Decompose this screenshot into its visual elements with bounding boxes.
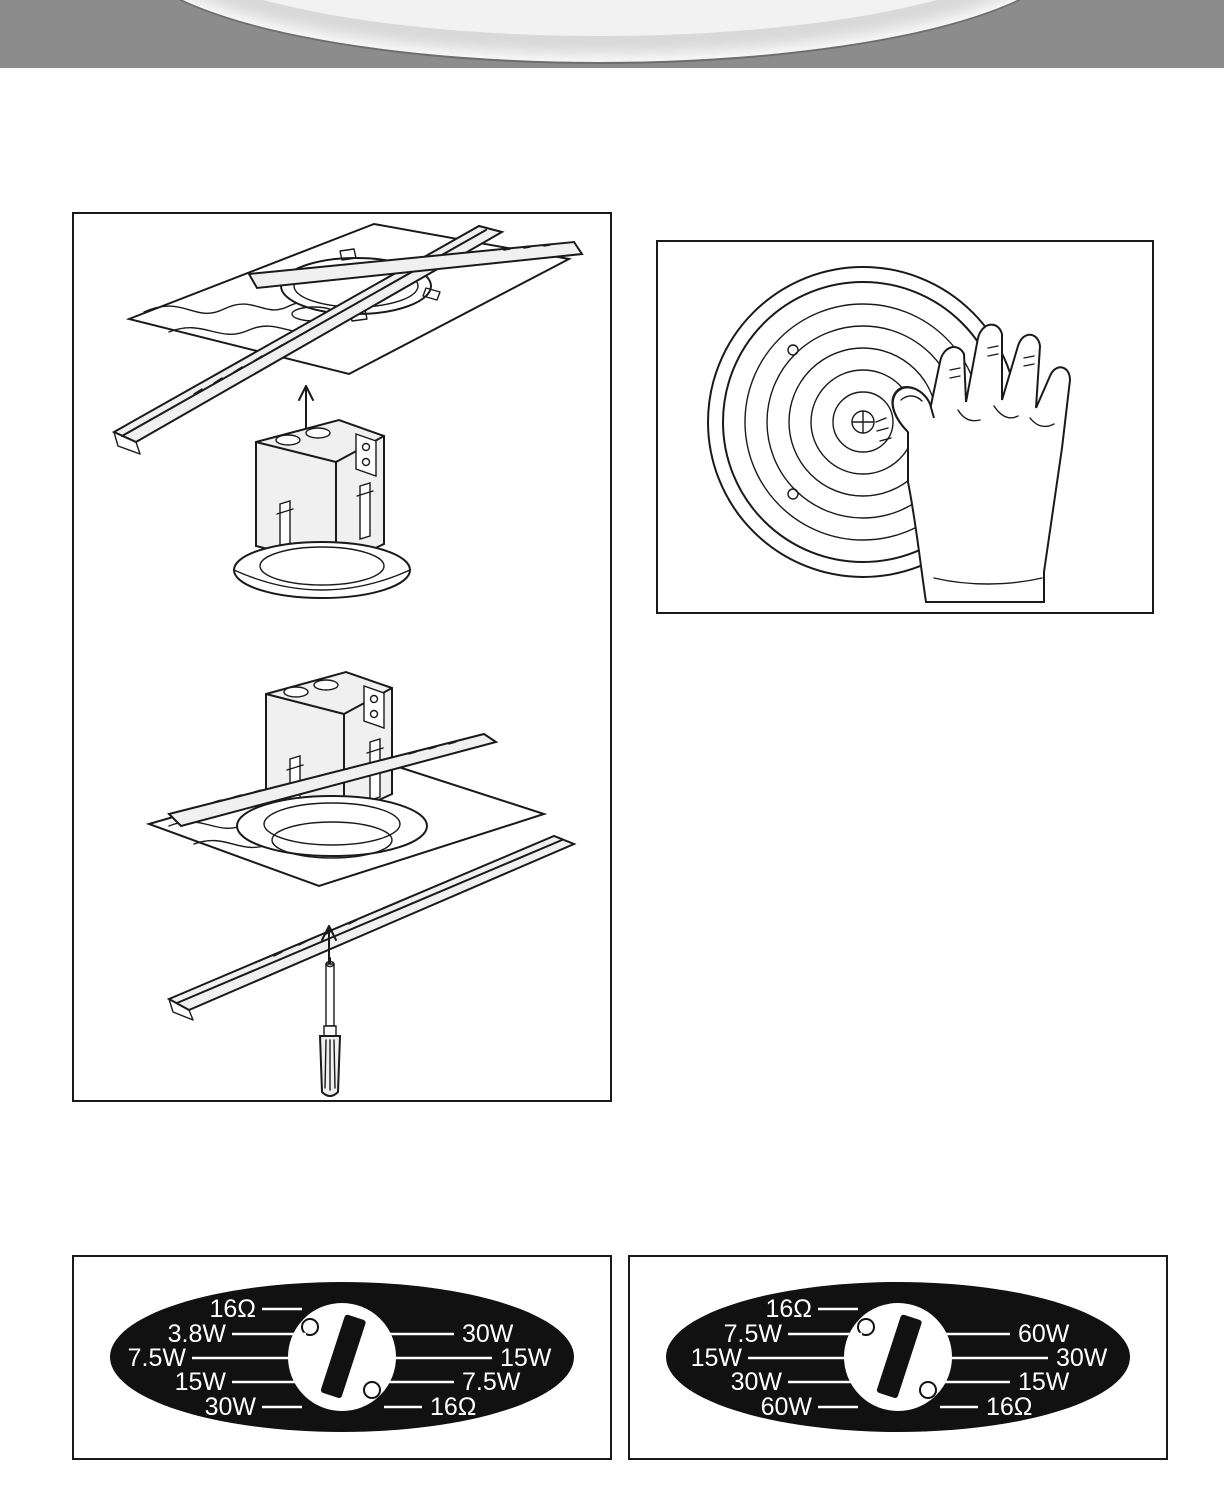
installed-speaker-assembly	[149, 672, 574, 1020]
tap-setting-plate-right	[628, 1255, 1168, 1460]
plate-left-row-2-right: 15W	[500, 1344, 552, 1372]
plate-right-row-1-right: 60W	[1018, 1320, 1070, 1348]
upper-ceiling-assembly	[114, 224, 582, 454]
plate-left-row-4-left: 30W	[204, 1393, 256, 1421]
hand-on-grille-illustration	[658, 242, 1152, 612]
plate-right-row-4-right: 16Ω	[986, 1393, 1033, 1421]
tap-setting-plate-left	[72, 1255, 612, 1460]
plate-right-row-2-right: 30W	[1056, 1344, 1108, 1372]
hand-figure	[656, 240, 1154, 614]
plate-left-row-2-left: 7.5W	[127, 1344, 186, 1372]
installation-illustration	[74, 214, 610, 1100]
plate-left-row-1-left: 3.8W	[167, 1320, 226, 1348]
hand-illustration	[876, 325, 1070, 602]
plate-left-row-1-right: 30W	[462, 1320, 514, 1348]
top-banner	[0, 0, 1224, 68]
plate-right-row-0-left: 16Ω	[765, 1295, 812, 1323]
installation-figure	[72, 212, 612, 1102]
plate-left-row-0-left: 16Ω	[209, 1295, 256, 1323]
plate-right-row-1-left: 7.5W	[723, 1320, 782, 1348]
plate-right-row-3-right: 15W	[1018, 1368, 1070, 1396]
plate-right-row-4-left: 60W	[760, 1393, 812, 1421]
plate-left-row-3-left: 15W	[174, 1368, 226, 1396]
plate-left-row-4-right: 16Ω	[430, 1393, 477, 1421]
screwdriver-tool	[320, 958, 340, 1096]
plate-right-row-2-left: 15W	[690, 1344, 742, 1372]
tap-plate-right-illustration	[630, 1257, 1166, 1458]
speaker-can-upper	[234, 420, 410, 598]
plate-left-row-3-right: 7.5W	[462, 1368, 521, 1396]
plate-right-row-3-left: 30W	[730, 1368, 782, 1396]
tap-plate-left-illustration	[74, 1257, 610, 1458]
